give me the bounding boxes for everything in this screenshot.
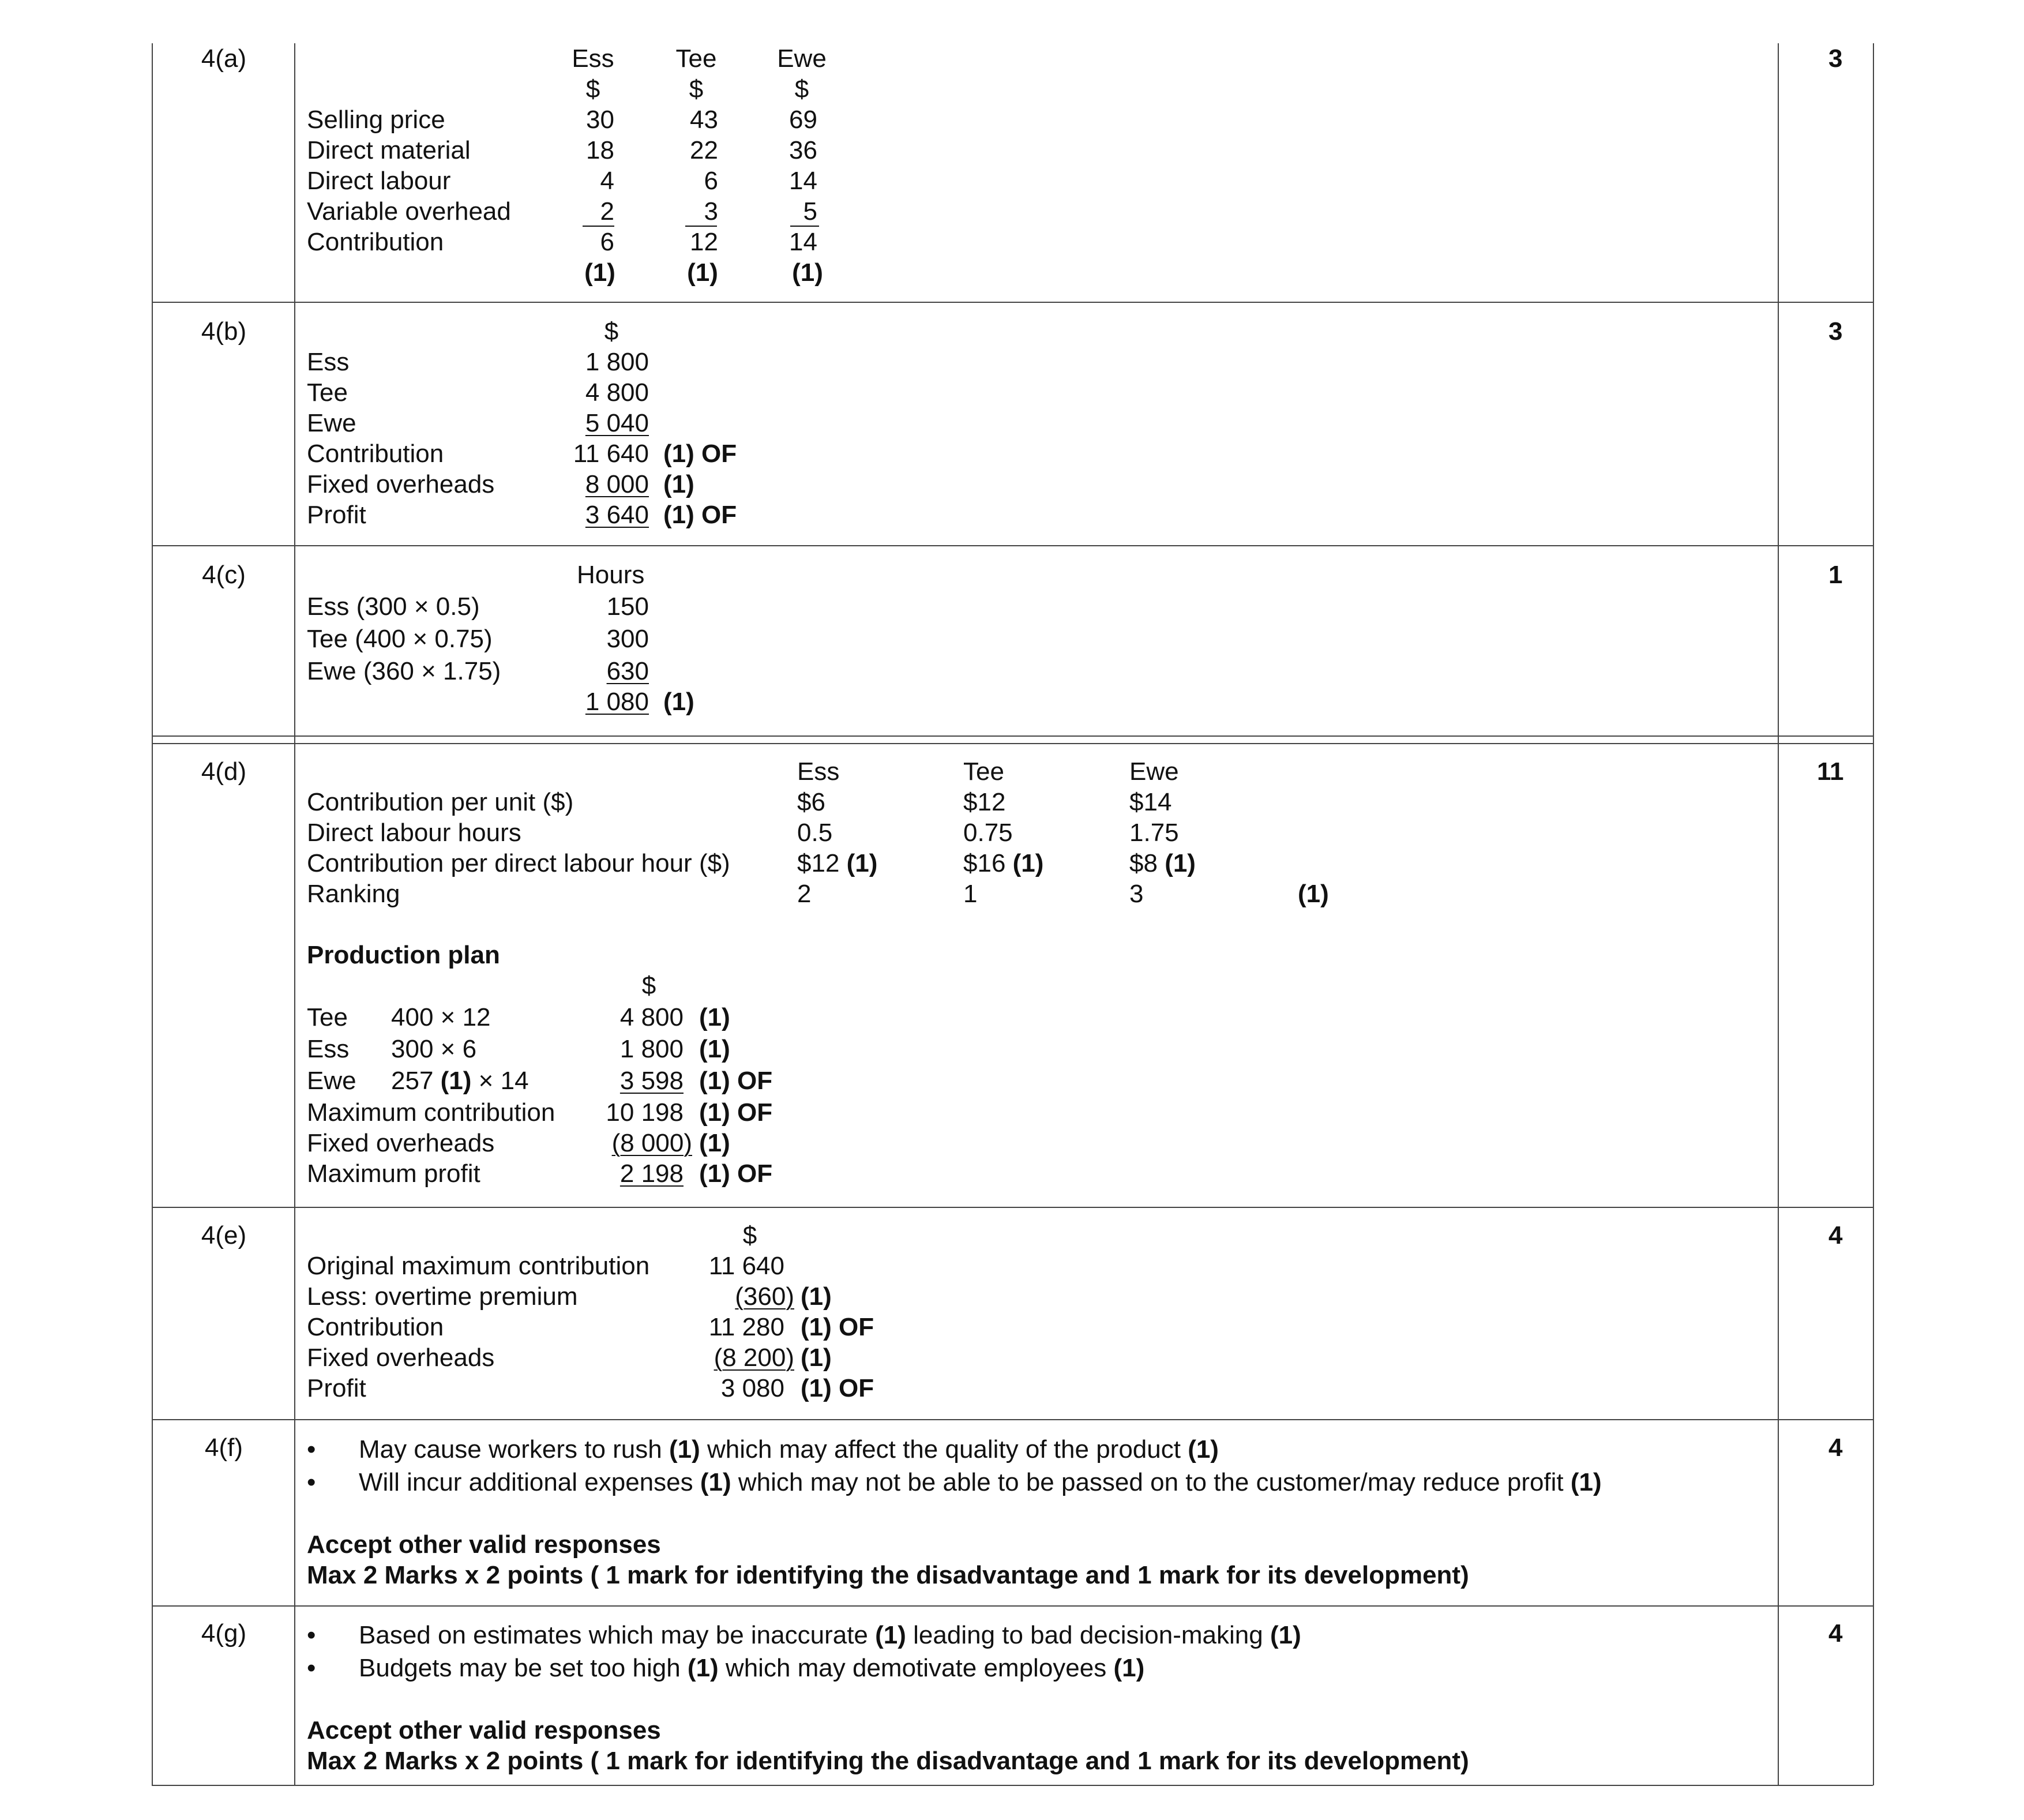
cell-value: 3 640 [585,501,649,529]
development-text: which may demotivate employees [718,1654,1114,1682]
table-frame [0,43,2024,1785]
cell-value [1129,851,1196,876]
mark-award: (1) OF [663,501,737,529]
plan-calculation: 400 × 12 [391,1003,491,1031]
row-label: Original maximum contribution [307,1252,650,1280]
cell-value: 4 800 [619,1003,684,1031]
cell-value: 2 [797,880,812,908]
point-text: Will incur additional expenses [359,1468,700,1496]
mark-award: (1) [1188,1435,1219,1463]
question-number: 4(e) [201,1221,247,1249]
row-label: Contribution [307,228,444,256]
point-text: May cause workers to rush [359,1435,669,1463]
mark-award: (1) [663,688,694,716]
currency-symbol: $ [641,971,656,1000]
question-number: 4(f) [205,1434,243,1462]
row-label: Tee [307,378,348,407]
point-text: Based on estimates which may be inaccurate [359,1621,876,1649]
marks-value: 3 [1828,317,1843,346]
marks-value: 3 [1828,44,1843,73]
cell-value: 1 [963,880,978,908]
sum-rule [583,226,614,227]
cell-value: 1.75 [1129,819,1179,847]
unit-contribution: 6 [462,1035,477,1063]
row-label: Fixed overheads [307,470,495,498]
row-label: Ewe [307,409,356,437]
currency-symbol: $ [585,75,600,103]
cell-value: 11 280 [708,1313,784,1341]
row-divider [152,743,1873,744]
column-header-ewe: Ewe [777,44,827,73]
sum-rule [685,226,717,227]
cell-value: 30 [586,106,614,134]
mark-award: (1) [663,470,694,498]
units-value: 300 [391,1035,434,1063]
point-text: Budgets may be set too high [359,1654,688,1682]
guidance-note: Max 2 Marks x 2 points ( 1 mark for identifying the disadvantage and 1 mark for its development) [307,1561,1469,1589]
cell-value: 4 [600,167,614,195]
row-label: Contribution per direct labour hour ($) [307,849,730,877]
list-item [359,1621,1301,1650]
cell-value: 630 [606,657,649,685]
row-label: Fixed overheads [307,1129,495,1157]
guidance-note: Accept other valid responses [307,1716,661,1744]
row-divider [152,1605,1873,1607]
marks-value: 4 [1828,1619,1843,1648]
column-header-ess: Ess [572,44,614,73]
cell-value: 3 [1129,880,1144,908]
cell-value: $8 [1129,849,1158,877]
mark-award: (1) OF [663,440,737,468]
cell-value: 1 800 [585,348,649,376]
product-name: Ess [307,1035,350,1063]
mark-award: (1) [1012,849,1044,877]
mark-award: (1) [846,849,878,877]
question-number: 4(c) [202,561,246,589]
product-name: Tee [307,1003,348,1031]
row-label: Direct labour [307,167,451,195]
question-number: 4(a) [201,44,247,73]
row-label: Profit [307,1374,366,1402]
table-bottom-border [152,1785,1873,1786]
cell-value: 300 [606,625,649,653]
cell-value: 5 040 [585,409,649,437]
currency-symbol: $ [604,317,619,346]
cell-value: 150 [606,592,649,621]
cell-value: 18 [586,136,614,164]
row-label: Selling price [307,106,445,134]
marks-value: 4 [1828,1434,1843,1462]
row-divider [152,1419,1873,1420]
row-label: Contribution per unit ($) [307,788,574,816]
row-label: Contribution [307,440,444,468]
mark-award: (1) [687,1654,719,1682]
column-header-tee: Tee [963,757,1004,786]
unit-contribution: 12 [462,1003,491,1031]
mark-award: (1) [1298,880,1329,908]
cell-value: $6 [797,788,825,816]
currency-symbol: $ [794,75,809,103]
border-left [152,43,153,1785]
product-name: Ewe [307,1067,356,1095]
list-item [359,1654,1144,1683]
cell-value: 8 000 [585,470,649,498]
column-header-ess: Ess [797,757,840,786]
development-text: leading to bad decision-making [906,1621,1270,1649]
question-number: 4(b) [201,317,247,346]
row-divider [152,302,1873,303]
row-label: Contribution [307,1313,444,1341]
mark-award: (1) [1570,1468,1602,1496]
row-label: Fixed overheads [307,1344,495,1372]
cell-value: 3 080 [720,1374,784,1402]
cell-value: 11 640 [573,440,649,468]
row-label: Maximum contribution [307,1098,555,1127]
question-number: 4(d) [201,757,247,786]
mark-award: (1) [875,1621,906,1649]
row-label: Ess (300 × 0.5) [307,592,480,621]
row-label: Ranking [307,880,400,908]
row-label: Tee (400 × 0.75) [307,625,493,653]
list-item [359,1468,1602,1497]
row-divider [152,735,1873,737]
cell-value: 6 [600,228,614,256]
cell-value: $14 [1129,788,1172,816]
mark-award: (1) [687,258,718,287]
cell-value: 6 [704,167,718,195]
row-label: Direct labour hours [307,819,521,847]
column-header-tee: Tee [675,44,717,73]
mark-award: (1) OF [699,1159,773,1188]
border-question-col [294,43,295,1785]
cell-value: 2 [600,197,614,226]
cell-value: 22 [690,136,718,164]
cell-value: 43 [690,106,718,134]
units-value: 400 [391,1003,434,1031]
mark-award: (1) OF [801,1374,874,1402]
plan-calculation: 257 (1) × 14 [391,1067,529,1095]
units-value: 257 [391,1067,434,1095]
mark-award: (1) OF [699,1067,773,1095]
cell-value: 3 [704,197,718,226]
development-text: which may not be able to be passed on to the customer/may reduce profit [731,1468,1571,1496]
row-divider [152,1207,1873,1208]
row-label: Ewe (360 × 1.75) [307,657,501,685]
cell-value: 4 800 [585,378,649,407]
cell-value: 10 198 [606,1098,684,1127]
plan-calculation: 300 × 6 [391,1035,477,1063]
mark-award: (1) [699,1003,730,1031]
cell-value: 69 [789,106,817,134]
mark-award: (1) [669,1435,700,1463]
mark-award: (1) OF [699,1098,773,1127]
unit-contribution: 14 [500,1067,529,1095]
cell-value: $12 [963,788,1006,816]
row-divider [152,545,1873,546]
cell-value: 3 598 [619,1067,684,1095]
question-number: 4(g) [201,1619,247,1648]
border-marks-col [1778,43,1779,1785]
cell-value: 14 [789,228,817,256]
mark-award: (1) [801,1344,832,1372]
column-header-ewe: Ewe [1129,757,1179,786]
currency-symbol: $ [742,1221,757,1249]
row-label: Maximum profit [307,1159,480,1188]
mark-award: (1) [801,1282,832,1311]
row-label: Profit [307,501,366,529]
cell-value [797,851,877,876]
column-header-hours: Hours [577,561,645,589]
cell-value: 0.75 [963,819,1013,847]
mark-award: (1) [699,1129,730,1157]
mark-award: (1) [1165,849,1196,877]
cell-value: 5 [803,197,817,226]
cell-value: 0.5 [797,819,833,847]
mark-award: (1) [1113,1654,1145,1682]
cell-value: 2 198 [619,1159,684,1188]
mark-award: (1) [699,1035,730,1063]
border-right [1873,43,1874,1785]
mark-award: (1) [440,1067,472,1095]
row-label: Ess [307,348,350,376]
mark-award: (1) [792,258,823,287]
list-item [359,1435,1219,1464]
cell-value: (8 200) [714,1344,794,1372]
mark-award: (1) [1270,1621,1301,1649]
marks-value: 4 [1828,1221,1843,1249]
cell-value: $12 [797,849,840,877]
cell-value: 14 [789,167,817,195]
cell-value: (8 000) [611,1129,692,1157]
sum-rule [790,226,819,227]
row-label: Variable overhead [307,197,511,226]
cell-value: 36 [789,136,817,164]
cell-value: 1 800 [619,1035,684,1063]
marks-value: 1 [1828,561,1843,589]
row-label: Less: overtime premium [307,1282,578,1311]
cell-value: (360) [735,1282,794,1311]
currency-symbol: $ [689,75,704,103]
row-label: Direct material [307,136,471,164]
marks-value: 11 [1817,757,1844,786]
mark-award: (1) OF [801,1313,874,1341]
total-value: 1 080 [585,688,649,716]
development-text: which may affect the quality of the product [700,1435,1188,1463]
guidance-note: Accept other valid responses [307,1530,661,1559]
guidance-note: Max 2 Marks x 2 points ( 1 mark for identifying the disadvantage and 1 mark for its development) [307,1747,1469,1775]
cell-value: 12 [690,228,718,256]
mark-award: (1) [700,1468,731,1496]
cell-value [963,851,1043,876]
cell-value: $16 [963,849,1006,877]
cell-value: 11 640 [708,1252,784,1280]
section-heading: Production plan [307,941,500,969]
mark-award: (1) [584,258,615,287]
